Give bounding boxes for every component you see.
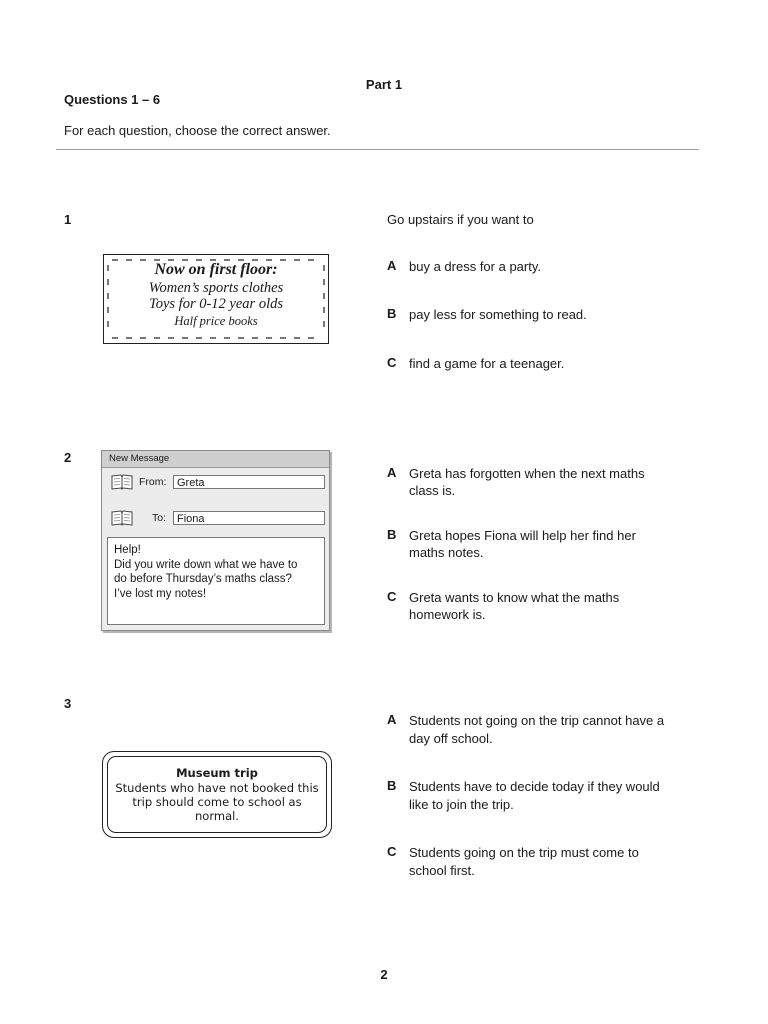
option-line: Greta hopes Fiona will help her find her (409, 528, 636, 543)
option-letter: B (387, 778, 397, 793)
email-body-line: Help! (114, 544, 141, 556)
email-body-line: I’ve lost my notes! (114, 587, 207, 600)
to-label: To: (152, 512, 167, 524)
question-1-number: 1 (64, 212, 72, 227)
question-2-number: 2 (64, 450, 72, 465)
sign-line: Toys for 0-12 year olds (149, 296, 283, 312)
email-window (101, 450, 330, 631)
option-letter: A (387, 712, 397, 727)
option-line: Students have to decide today if they would (409, 779, 660, 794)
option-letter: C (387, 355, 397, 370)
option-c-text[interactable]: find a game for a teenager. (409, 356, 565, 371)
question-3-number: 3 (64, 696, 72, 711)
option-letter: B (387, 306, 397, 321)
option-a-text[interactable]: buy a dress for a party. (409, 259, 541, 274)
museum-notice (102, 751, 332, 838)
option-a-text[interactable] (409, 712, 664, 748)
address-book-icon (111, 510, 133, 526)
option-line: Students going on the trip must come to (409, 845, 639, 860)
divider (56, 149, 699, 150)
option-b-text[interactable]: pay less for something to read. (409, 307, 587, 322)
email-body-line: Did you write down what we have to (114, 558, 298, 571)
question-1-stem: Go upstairs if you want to (387, 212, 534, 227)
option-line: day off school. (409, 731, 493, 746)
sign-line: Half price books (174, 314, 258, 328)
option-b-text[interactable] (409, 778, 660, 814)
notice-line: Students who have not booked this (115, 781, 319, 795)
option-letter: A (387, 258, 397, 273)
option-line: Greta wants to know what the maths (409, 590, 620, 605)
page-number: 2 (380, 967, 388, 982)
option-line: school first. (409, 863, 475, 878)
to-field[interactable]: Fiona (173, 511, 325, 525)
option-b-text[interactable] (409, 527, 636, 561)
shop-sign (103, 254, 329, 344)
option-letter: C (387, 589, 397, 604)
option-line: homework is. (409, 607, 486, 622)
notice-title: Museum trip (176, 766, 258, 780)
option-line: class is. (409, 483, 456, 498)
sign-border-decoration (112, 337, 320, 339)
email-body[interactable] (107, 537, 325, 625)
option-a-text[interactable] (409, 465, 645, 499)
option-letter: A (387, 465, 397, 480)
email-window-title: New Message (102, 451, 329, 468)
questions-range: Questions 1 – 6 (64, 92, 161, 107)
option-line: maths notes. (409, 545, 484, 560)
sign-line: Women’s sports clothes (148, 280, 284, 296)
from-label: From: (139, 476, 167, 488)
option-c-text[interactable] (409, 844, 639, 880)
option-line: Students not going on the trip cannot have a (409, 713, 665, 728)
notice-body (103, 781, 331, 823)
option-line: like to join the trip. (409, 797, 514, 812)
option-c-text[interactable] (409, 589, 619, 623)
notice-line: trip should come to school as (132, 795, 302, 809)
option-line: Greta has forgotten when the next maths (409, 466, 645, 481)
option-letter: C (387, 844, 397, 859)
email-body-line: do before Thursday’s maths class? (114, 573, 292, 585)
option-letter: B (387, 527, 397, 542)
instructions: For each question, choose the correct answer. (64, 123, 331, 138)
sign-heading: Now on first floor: (154, 261, 278, 278)
part-title: Part 1 (365, 77, 403, 92)
notice-line: normal. (195, 809, 239, 823)
from-field[interactable]: Greta (173, 475, 325, 489)
address-book-icon (111, 474, 133, 490)
